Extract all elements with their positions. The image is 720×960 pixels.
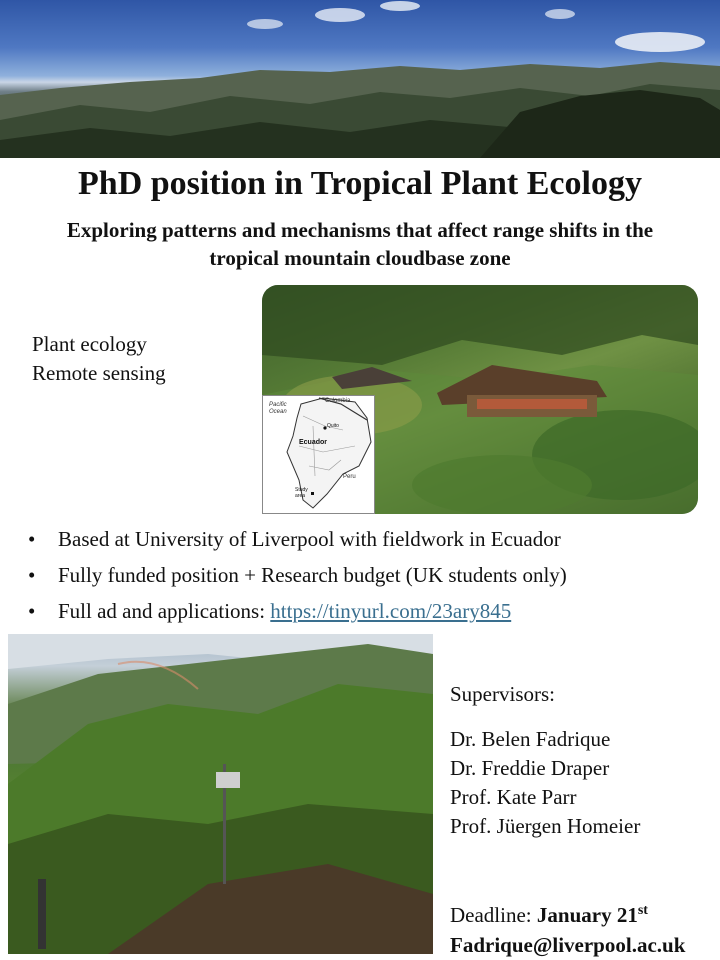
bullet-text: Based at University of Liverpool with fieldwork in Ecuador [58,527,561,551]
ecuador-map-inset [262,395,375,514]
bullet-text: Full ad and applications: [58,599,271,623]
supervisors-heading: Supervisors: [450,682,555,706]
map-label-colombia: Colombia [325,398,351,404]
map-label-study: Study [295,487,308,493]
map-label-ocean: Pacific [269,402,287,408]
supervisors-block [450,680,640,841]
map-label-ecuador: Ecuador [299,439,328,446]
mountain-banner-photo [0,0,720,158]
bullet-text: Fully funded position + Research budget (UK students only) [58,563,567,587]
map-label-quito: Quito [327,423,339,429]
subtitle-line-1: Exploring patterns and mechanisms that affect range shifts in the [66,218,654,242]
details-bullet-list [24,524,714,632]
supervisor-name: Prof. Kate Parr [450,785,577,809]
fieldwork-photo [8,634,433,954]
poster-title: PhD position in Tropical Plant Ecology [78,165,642,202]
subtitle-line-2: tropical mountain cloudbase zone [209,246,511,270]
deadline-date-suffix: st [637,903,648,918]
bullet-dot: • [28,563,36,587]
topic-item: Plant ecology [32,332,147,356]
bullet-item [24,560,714,596]
supervisor-name: Dr. Freddie Draper [450,756,610,780]
supervisor-name: Dr. Belen Fadrique [450,727,611,751]
map-label-study: area [295,493,306,499]
map-label-peru: Peru [343,474,356,480]
bullet-item [24,596,714,632]
contact-email-text[interactable]: Fadrique@liverpool.ac.uk [450,933,686,957]
contact-email[interactable] [450,930,685,960]
bullet-dot: • [28,599,36,623]
deadline-date-text: January 21 [536,903,638,927]
map-label-ocean: Ocean [269,409,287,415]
bullet-item [24,524,714,560]
topic-item: Remote sensing [32,361,166,385]
supervisor-name: Prof. Jüergen Homeier [450,814,641,838]
deadline-label: Deadline: [450,903,537,927]
topic-list [32,330,166,388]
deadline-line [450,896,685,930]
deadline-date [537,903,648,927]
application-link[interactable]: https://tinyurl.com/23ary845 [270,599,512,623]
poster-subtitle [10,216,710,272]
deadline-contact-block [450,896,685,960]
bullet-dot: • [28,527,36,551]
